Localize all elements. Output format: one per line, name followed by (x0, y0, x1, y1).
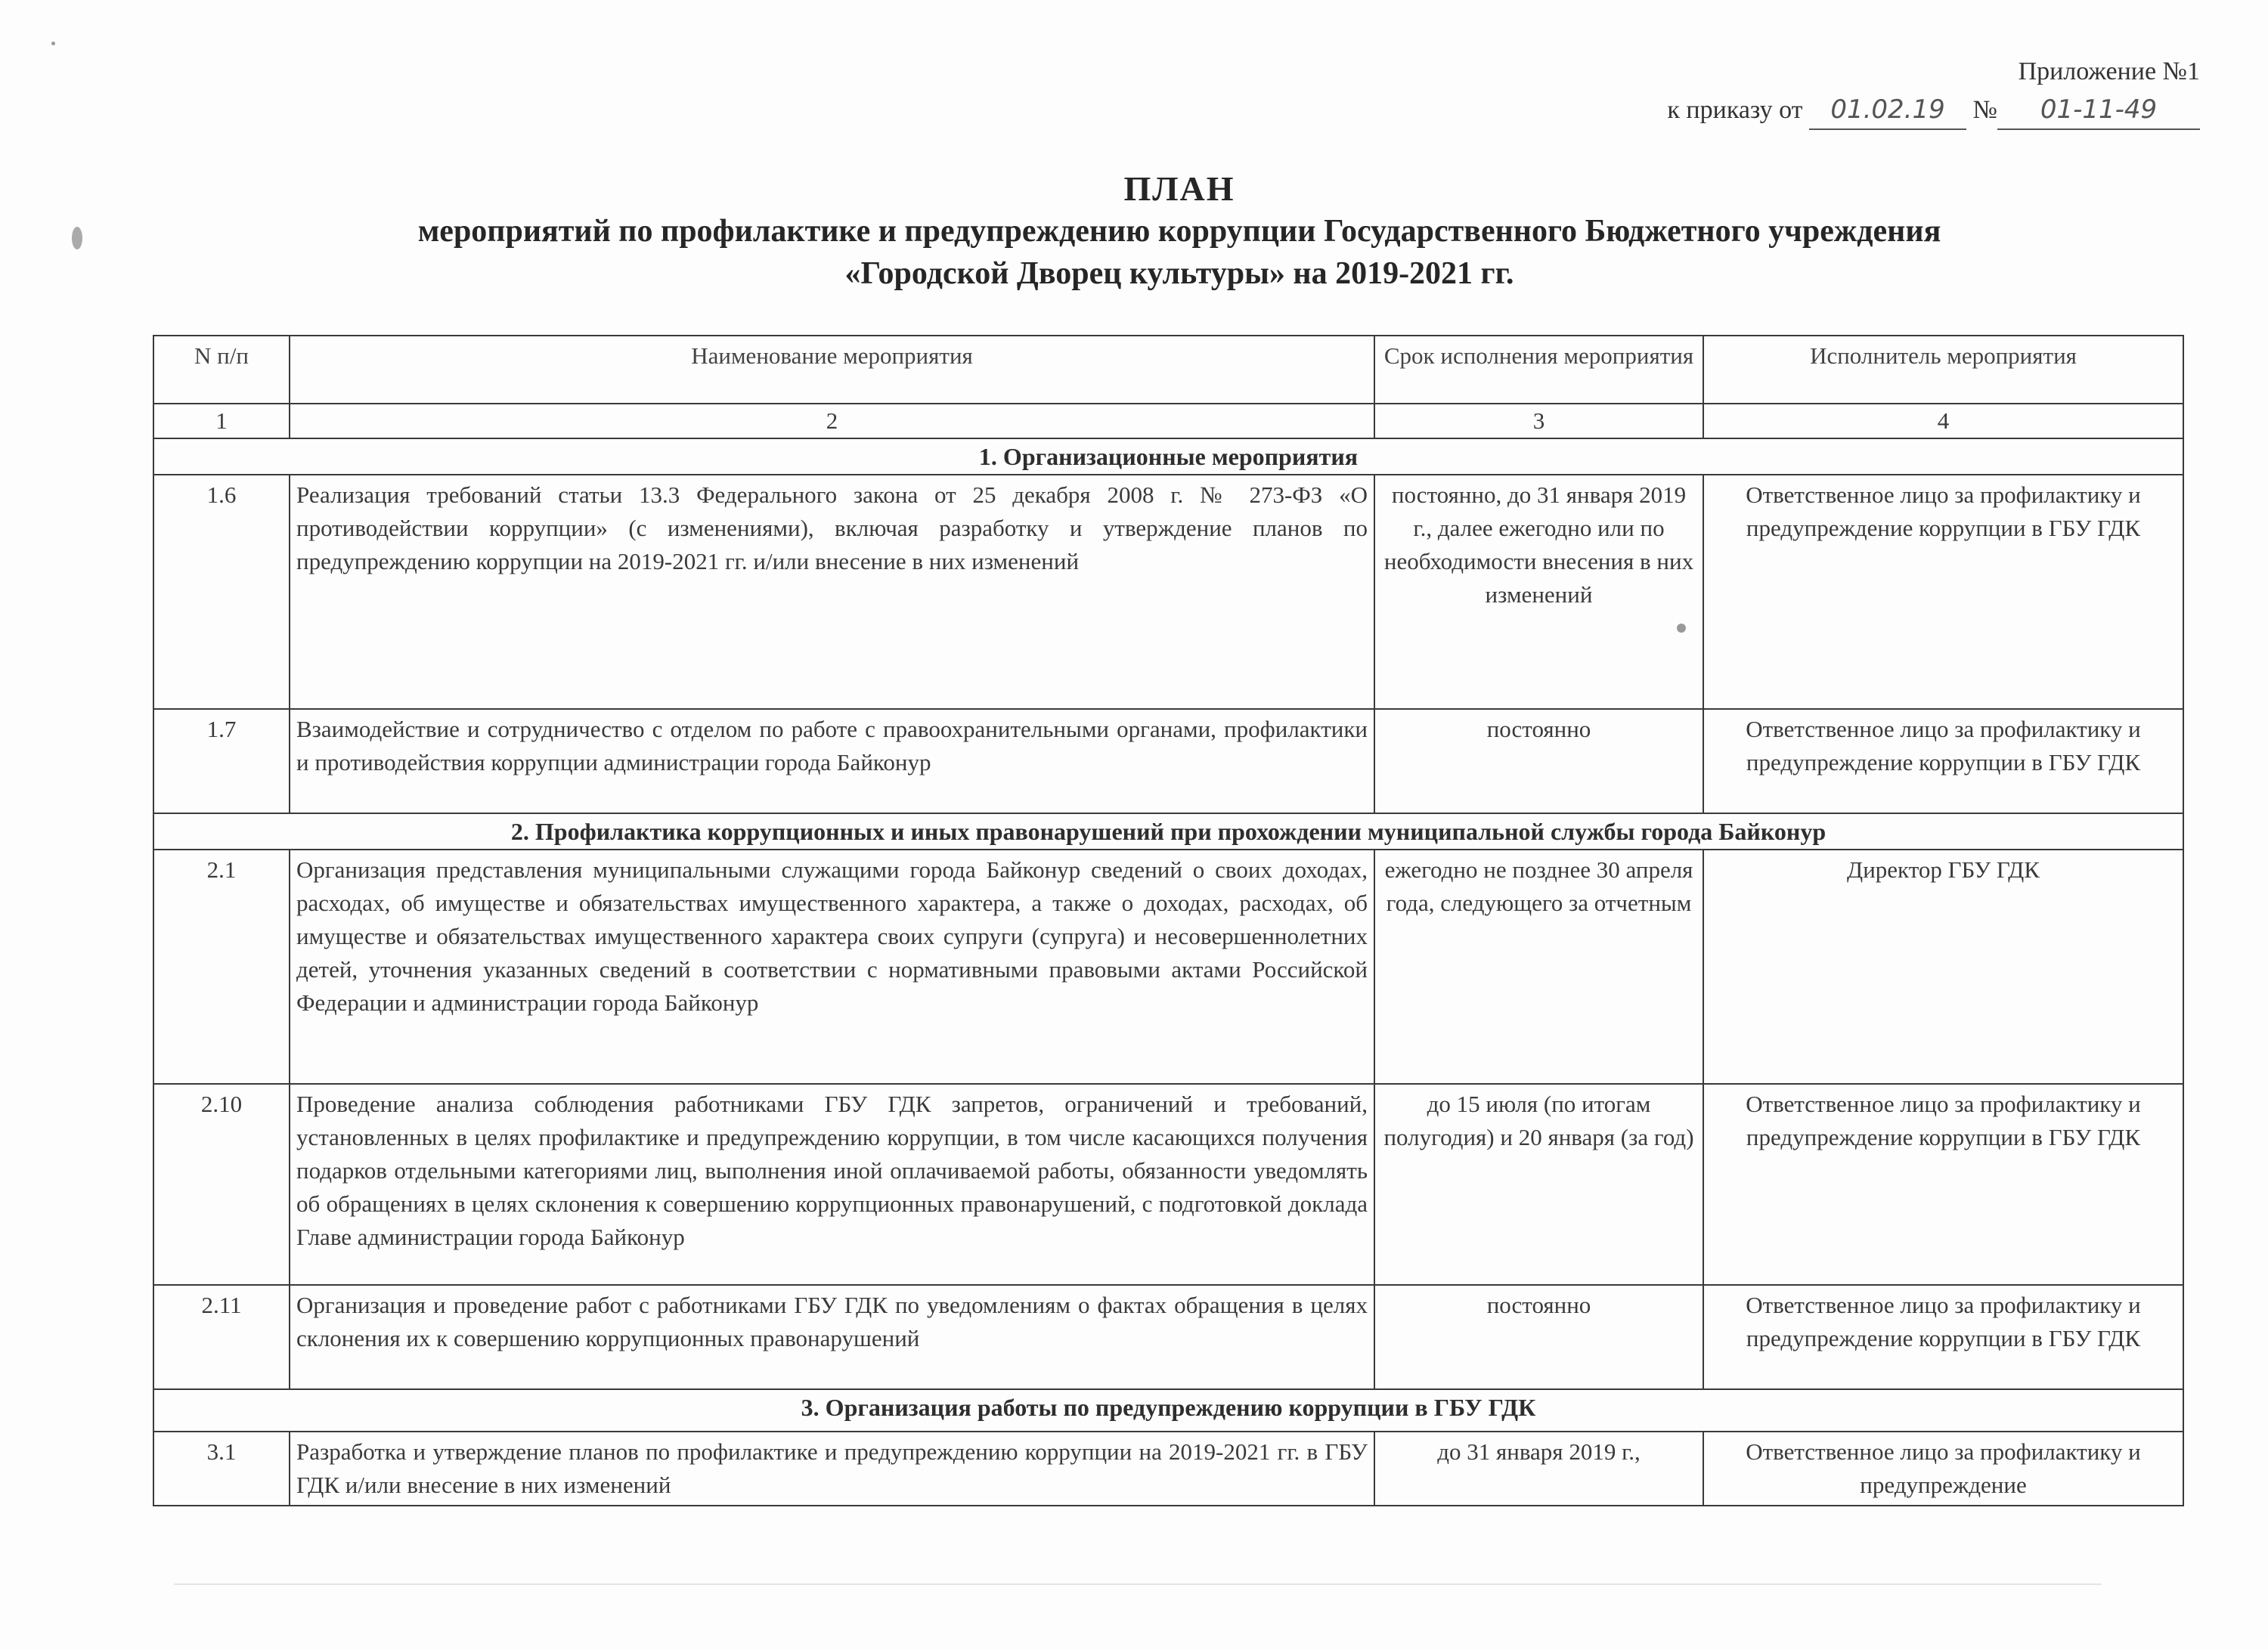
table-row (153, 1084, 2183, 1285)
table-row (153, 1285, 2183, 1389)
table-row (153, 850, 2183, 1084)
section-heading (153, 438, 2183, 475)
document-title (0, 168, 2268, 295)
row-executor: Директор ГБУ ГДК (1703, 850, 2183, 1084)
row-name: Взаимодействие и сотрудничество с отделом по работе с правоохранительными органами, профилактики и противодействия коррупции администрации города Байконур (290, 709, 1374, 813)
col-number: 4 (1703, 404, 2183, 438)
row-num: 3.1 (153, 1432, 290, 1506)
row-deadline: до 15 июля (по итогам полугодия) и 20 января (за год) (1374, 1084, 1703, 1285)
row-name: Реализация требований статьи 13.3 Федерального закона от 25 декабря 2008 г. № 273-ФЗ «О противодействии коррупции» (с изменениями), включая разработку и утверждение планов по предупреждению коррупции на 2019-2021 гг. и/или внесение в них изменений (290, 475, 1374, 709)
section-heading (153, 813, 2183, 850)
order-number-handwritten: 01-11-49 (1997, 91, 2200, 130)
row-executor: Ответственное лицо за профилактику и предупреждение коррупции в ГБУ ГДК (1703, 1285, 2183, 1389)
appendix-label: Приложение №1 (2018, 57, 2200, 85)
order-prefix: к приказу от (1667, 96, 1803, 124)
row-num: 2.10 (153, 1084, 290, 1285)
order-num-prefix: № (1972, 96, 1997, 124)
table-row (153, 475, 2183, 709)
row-executor: Ответственное лицо за профилактику и предупреждение коррупции в ГБУ ГДК (1703, 709, 2183, 813)
scan-speck (1677, 624, 1686, 633)
column-numbers-row (153, 404, 2183, 438)
header-name: Наименование мероприятия (290, 336, 1374, 404)
row-name: Организация представления муниципальными служащими города Байконур сведений о своих доходах, расходах, об имуществе и обязательствах имущественного характера, а также о доходах, расходах, об имуществе и обязательствах имущественного характера своих супруги (супруга) и несовершеннолетних детей, уточнения указанных сведений в соответствии с нормативными правовыми актами Российской Федерации и администрации города Байконур (290, 850, 1374, 1084)
table-row (153, 1432, 2183, 1506)
scan-speck (51, 42, 55, 45)
section-heading (153, 1389, 2183, 1432)
title-subtitle-line2: «Городской Дворец культуры» на 2019-2021 гг. (844, 256, 1514, 291)
title-subtitle-line1: мероприятий по профилактике и предупреждению коррупции Государственного Бюджетного учреждения (417, 214, 1941, 249)
section-title: 2. Профилактика коррупционных и иных правонарушений при прохождении муниципальной службы города Байконур (153, 813, 2183, 850)
row-deadline: постоянно (1374, 1285, 1703, 1389)
row-num: 2.11 (153, 1285, 290, 1389)
row-num: 1.7 (153, 709, 290, 813)
row-name: Проведение анализа соблюдения работниками ГБУ ГДК запретов, ограничений и требований, установленных в целях профилактике и предупреждению коррупции, в том числе касающихся получения подарков отдельными категориями лиц, выполнения иной оплачиваемой работы, обязанности уведомлять об обращениях в целях склонения к совершению коррупционных правонарушений, с подготовкой доклада Главе администрации города Байконур (290, 1084, 1374, 1285)
header-num: N п/п (153, 336, 290, 404)
col-number: 1 (153, 404, 290, 438)
row-executor: Ответственное лицо за профилактику и предупреждение коррупции в ГБУ ГДК (1703, 475, 2183, 709)
row-executor: Ответственное лицо за профилактику и предупреждение коррупции в ГБУ ГДК (1703, 1084, 2183, 1285)
section-title: 1. Организационные мероприятия (153, 438, 2183, 475)
header-deadline: Срок исполнения мероприятия (1374, 336, 1703, 404)
order-date-handwritten: 01.02.19 (1809, 91, 1966, 130)
plan-table (153, 335, 2184, 1506)
table-header-row (153, 336, 2183, 404)
col-number: 3 (1374, 404, 1703, 438)
row-name: Организация и проведение работ с работниками ГБУ ГДК по уведомлениям о фактах обращения в целях склонения их к совершению коррупционных правонарушений (290, 1285, 1374, 1389)
section-title: 3. Организация работы по предупреждению коррупции в ГБУ ГДК (153, 1389, 2183, 1432)
row-num: 1.6 (153, 475, 290, 709)
row-deadline: постоянно, до 31 января 2019 г., далее ежегодно или по необходимости внесения в них изменений (1374, 475, 1703, 709)
table-row (153, 709, 2183, 813)
header-executor: Исполнитель мероприятия (1703, 336, 2183, 404)
scan-speck (72, 227, 82, 249)
scan-edge-line (174, 1583, 2102, 1585)
row-deadline: ежегодно не позднее 30 апреля года, следующего за отчетным (1374, 850, 1703, 1084)
title-plan: ПЛАН (1123, 169, 1235, 208)
appendix-header (1667, 53, 2200, 130)
row-name: Разработка и утверждение планов по профилактике и предупреждению коррупции на 2019-2021 гг. в ГБУ ГДК и/или внесение в них изменений (290, 1432, 1374, 1506)
order-reference (1667, 91, 2200, 130)
row-deadline: до 31 января 2019 г., (1374, 1432, 1703, 1506)
row-executor: Ответственное лицо за профилактику и предупреждение (1703, 1432, 2183, 1506)
row-num: 2.1 (153, 850, 290, 1084)
row-deadline: постоянно (1374, 709, 1703, 813)
col-number: 2 (290, 404, 1374, 438)
